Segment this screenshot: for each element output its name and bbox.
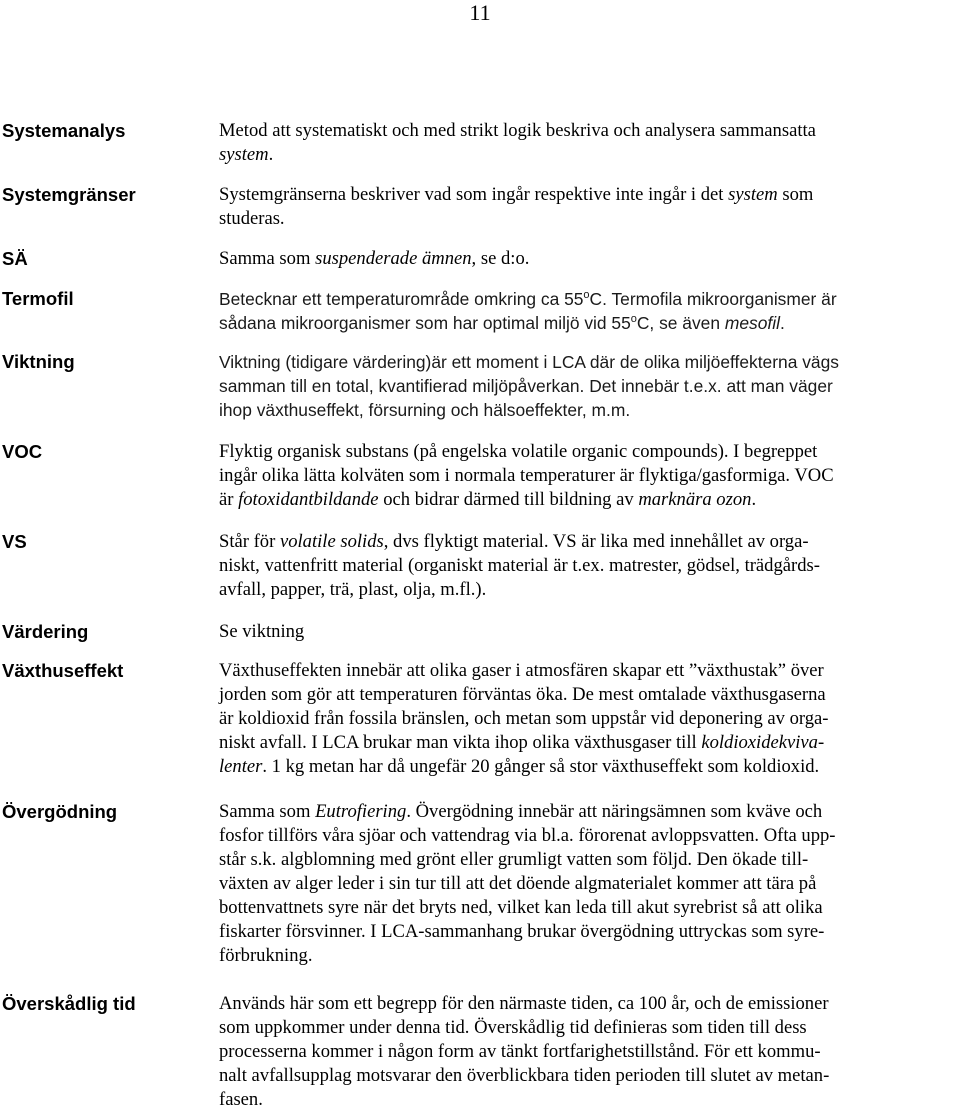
term-label: VS — [2, 531, 27, 552]
text-run: växten av alger leder i sin tur till att det döende algmaterialet kommer att tära på — [219, 873, 817, 894]
degree-superscript: o — [583, 289, 590, 301]
definition-line — [219, 440, 960, 464]
definition-line — [219, 554, 960, 578]
text-run: och bidrar därmed till bildning av — [378, 489, 639, 510]
definition-line — [219, 1016, 960, 1040]
definition-line — [219, 530, 960, 554]
text-run: Metod att systematiskt och med strikt logik beskriva och analysera sammansatta — [219, 120, 816, 141]
text-run: . 1 kg metan har då ungefär 20 gånger så stor växthuseffekt som koldioxid. — [262, 756, 820, 777]
text-run: Används här som ett begrepp för den närmaste tiden, ca 100 år, och de emissioner — [219, 993, 829, 1014]
text-run: . — [779, 313, 785, 333]
text-run: sådana mikroorganismer som har optimal miljö vid 55 — [219, 313, 631, 333]
text-run: Flyktig organisk substans (på engelska volatile organic compounds). I begreppet — [219, 441, 818, 462]
term-label: SÄ — [2, 248, 28, 269]
definition-text — [219, 350, 960, 422]
definition-text — [219, 247, 960, 271]
text-run: som uppkommer under denna tid. Överskådlig tid definieras som tiden till dess — [219, 1017, 807, 1038]
text-run: Växthuseffekten innebär att olika gaser i atmosfären skapar ett ”växthustak” över — [219, 660, 824, 681]
text-run: C, se även — [636, 313, 725, 333]
italic-term: suspenderade ämnen — [315, 248, 472, 269]
text-run: niskt avfall. I LCA brukar man vikta ihop olika växthusgaser till — [219, 732, 702, 753]
term-label: Systemgränser — [2, 184, 136, 205]
definition-line — [219, 848, 960, 872]
text-run: , dvs flyktigt material. VS är lika med innehållet av orga- — [383, 531, 809, 552]
italic-term: volatile solids — [279, 531, 384, 552]
term-label: Termofil — [2, 288, 74, 309]
text-run: jorden som gör att temperaturen förväntas öka. De mest omtalade växthusgaserna — [219, 684, 826, 705]
definition-text — [219, 620, 960, 644]
definition-line — [219, 488, 960, 512]
definition-line — [219, 464, 960, 488]
text-run: Viktning (tidigare värdering)är ett moment i LCA där de olika miljöeffekterna vägs — [219, 352, 839, 372]
definition-line — [219, 350, 960, 374]
term-label: Övergödning — [2, 801, 118, 822]
text-run: studeras. — [219, 208, 285, 229]
definition-line — [219, 731, 960, 755]
text-run: niskt, vattenfritt material (organiskt material är t.ex. matrester, gödsel, trädgårds- — [219, 555, 820, 576]
italic-term: system — [219, 144, 269, 165]
definition-line — [219, 707, 960, 731]
definition-line — [219, 287, 960, 311]
definition-line — [219, 578, 960, 602]
definition-line — [219, 183, 960, 207]
definition-line — [219, 1040, 960, 1064]
definition-line — [219, 659, 960, 683]
term-label: VOC — [2, 441, 43, 462]
text-run: Systemgränserna beskriver vad som ingår respektive inte ingår i det — [219, 184, 729, 205]
italic-term: system — [728, 184, 778, 205]
term-label: Värdering — [2, 621, 89, 642]
text-run: nalt avfallsupplag motsvarar den överblickbara tiden perioden till slutet av metan- — [219, 1065, 830, 1086]
definition-line — [219, 920, 960, 944]
text-run: bottenvattnets syre när det bryts ned, vilket kan leda till akut syrebrist så att olika — [219, 897, 823, 918]
term-label: Viktning — [2, 351, 75, 372]
definition-line — [219, 800, 960, 824]
text-run: fiskarter försvinner. I LCA-sammanhang brukar övergödning uttryckas som syre- — [219, 921, 825, 942]
text-run: är — [219, 489, 239, 510]
text-run: Betecknar ett temperaturområde omkring ca 55 — [219, 289, 584, 309]
definition-line — [219, 311, 960, 335]
text-run: samman till en total, kvantifierad miljöpåverkan. Det innebär t.e.x. att man väger — [219, 376, 833, 396]
definition-text — [219, 800, 960, 968]
definition-line — [219, 755, 960, 779]
text-run: Samma som — [219, 248, 316, 269]
term-label: Systemanalys — [2, 120, 126, 141]
term-label: Växthuseffekt — [2, 660, 124, 681]
page-number: 11 — [469, 0, 491, 25]
italic-term: koldioxidekviva- — [701, 732, 825, 753]
definition-text — [219, 992, 960, 1112]
text-run: C. Termofila mikroorganismer är — [589, 289, 837, 309]
text-run: som — [777, 184, 814, 205]
definition-line — [219, 207, 960, 231]
definition-text — [219, 287, 960, 335]
text-run: avfall, papper, trä, plast, olja, m.fl.). — [219, 579, 487, 600]
italic-term: marknära ozon — [638, 489, 752, 510]
definition-line — [219, 374, 960, 398]
definition-line — [219, 824, 960, 848]
definition-line — [219, 620, 960, 644]
text-run: står s.k. algblomning med grönt eller grumligt vatten som följd. Den ökade till- — [219, 849, 809, 870]
definition-line — [219, 683, 960, 707]
text-run: fasen. — [219, 1089, 263, 1110]
term-label: Överskådlig tid — [2, 993, 136, 1014]
italic-term: Eutrofiering — [315, 801, 407, 822]
definition-line — [219, 1088, 960, 1112]
definition-line — [219, 143, 960, 167]
definition-line — [219, 944, 960, 968]
italic-term: lenter — [219, 756, 263, 777]
text-run: Se viktning — [219, 621, 305, 642]
italic-term: fotoxidantbildande — [238, 489, 379, 510]
text-run: är koldioxid från fossila bränslen, och metan som uppstår vid deponering av orga- — [219, 708, 829, 729]
definition-text — [219, 530, 960, 602]
text-run: . — [751, 489, 757, 510]
italic-term: mesofil — [724, 313, 780, 333]
text-run: . Övergödning innebär att näringsämnen som kväve och — [406, 801, 823, 822]
text-run: . — [268, 144, 274, 165]
definition-text — [219, 659, 960, 779]
text-run: ingår olika lätta kolväten som i normala temperaturer är flyktiga/gasformiga. VOC — [219, 465, 834, 486]
text-run: förbrukning. — [219, 945, 313, 966]
definition-text — [219, 440, 960, 512]
definition-line — [219, 896, 960, 920]
definition-line — [219, 119, 960, 143]
text-run: fosfor tillförs våra sjöar och vattendrag via bl.a. förorenat avloppsvatten. Ofta upp- — [219, 825, 836, 846]
definition-line — [219, 247, 960, 271]
degree-superscript: o — [630, 313, 637, 325]
definition-line — [219, 398, 960, 422]
text-run: processerna kommer i någon form av tänkt fortfarighetstillstånd. För ett kommu- — [219, 1041, 821, 1062]
text-run: Samma som — [219, 801, 316, 822]
definition-line — [219, 1064, 960, 1088]
text-run: ihop växthuseffekt, försurning och hälsoeffekter, m.m. — [219, 400, 631, 420]
definition-text — [219, 119, 960, 167]
definition-text — [219, 183, 960, 231]
text-run: , se d:o. — [471, 248, 530, 269]
text-run: Står för — [219, 531, 280, 552]
definition-line — [219, 872, 960, 896]
definition-line — [219, 992, 960, 1016]
